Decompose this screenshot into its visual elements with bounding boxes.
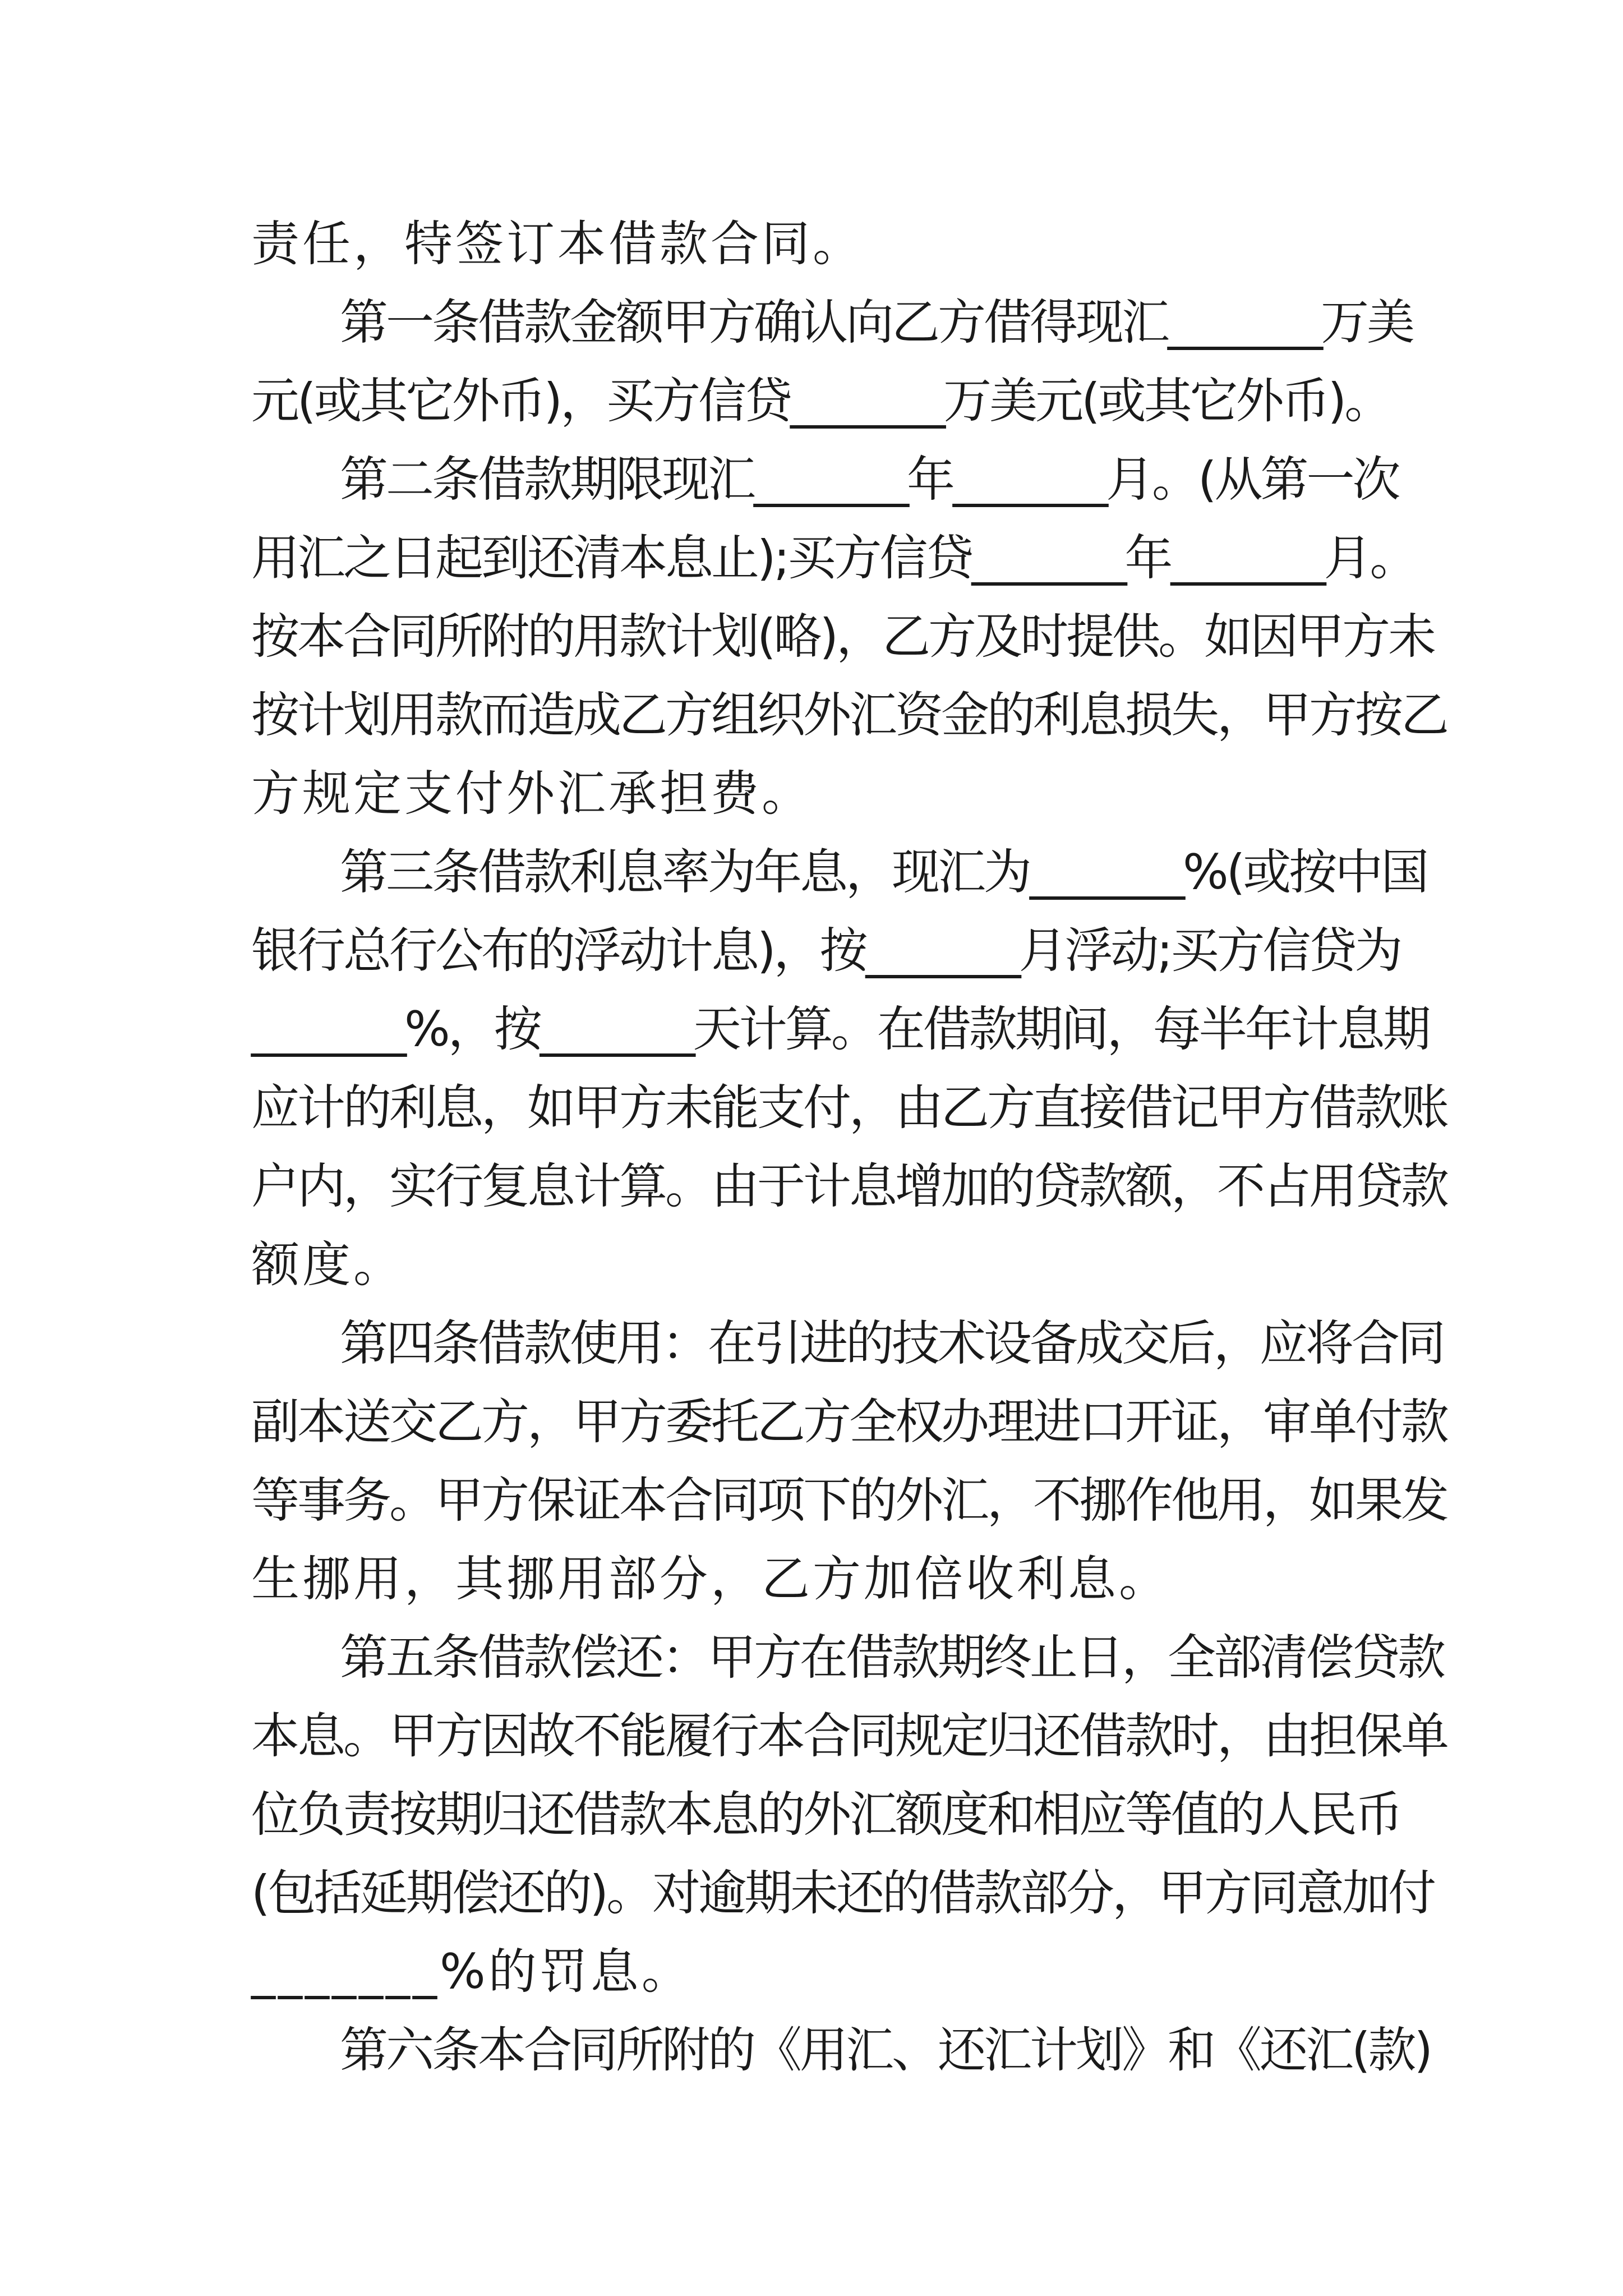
- text-line: 元(或其它外币)，买方信贷_______万美元(或其它外币)。: [251, 373, 1391, 429]
- text-line: 副本送交乙方，甲方委托乙方全权办理进口开证，审单付款: [251, 1394, 1447, 1450]
- text-line: 银行总行公布的浮动计息)，按_______月浮动;买方信贷为: [251, 923, 1401, 979]
- text-line: 等事务。甲方保证本合同项下的外汇，不挪作他用，如果发: [251, 1473, 1447, 1529]
- text-line: 第五条借款偿还：甲方在借款期终止日，全部清偿贷款: [340, 1630, 1444, 1686]
- text-line: 第三条借款利息率为年息，现汇为_______%(或按中国: [340, 844, 1427, 900]
- text-line: 第二条借款期限现汇_______年_______月。(从第一次: [340, 452, 1399, 508]
- text-line: _______%，按_______天计算。在借款期间，每半年计息期: [251, 1001, 1429, 1057]
- text-line: 用汇之日起到还清本息止);买方信贷_______年_______月。: [251, 530, 1416, 586]
- text-line: 第六条本合同所附的《用汇、还汇计划》和《还汇(款): [340, 2022, 1431, 2078]
- text-line: _______%的罚息。: [251, 1944, 693, 2000]
- text-line: 生挪用，其挪用部分，乙方加倍收利息。: [251, 1551, 1170, 1607]
- text-line: 按计划用款而造成乙方组织外汇资金的利息损失，甲方按乙: [251, 687, 1447, 743]
- text-line: 本息。甲方因故不能履行本合同规定归还借款时，由担保单: [251, 1708, 1447, 1764]
- text-line: 户内，实行复息计算。由于计息增加的贷款额，不占用贷款: [251, 1158, 1447, 1214]
- text-line: 按本合同所附的用款计划(略)，乙方及时提供。如因甲方未: [251, 609, 1435, 665]
- text-line: 方规定支付外汇承担费。: [251, 766, 813, 822]
- text-line: 责任，特签订本借款合同。: [251, 216, 864, 272]
- text-line: (包括延期偿还的)。对逾期未还的借款部分，甲方同意加付: [251, 1865, 1435, 1921]
- text-line: 第一条借款金额甲方确认向乙方借得现汇_______万美: [340, 295, 1413, 351]
- text-line: 额度。: [251, 1237, 404, 1293]
- text-line: 应计的利息，如甲方未能支付，由乙方直接借记甲方借款账: [251, 1080, 1447, 1136]
- text-line: 第四条借款使用：在引进的技术设备成交后，应将合同: [340, 1315, 1444, 1372]
- text-line: 位负责按期归还借款本息的外汇额度和相应等值的人民币: [251, 1787, 1401, 1843]
